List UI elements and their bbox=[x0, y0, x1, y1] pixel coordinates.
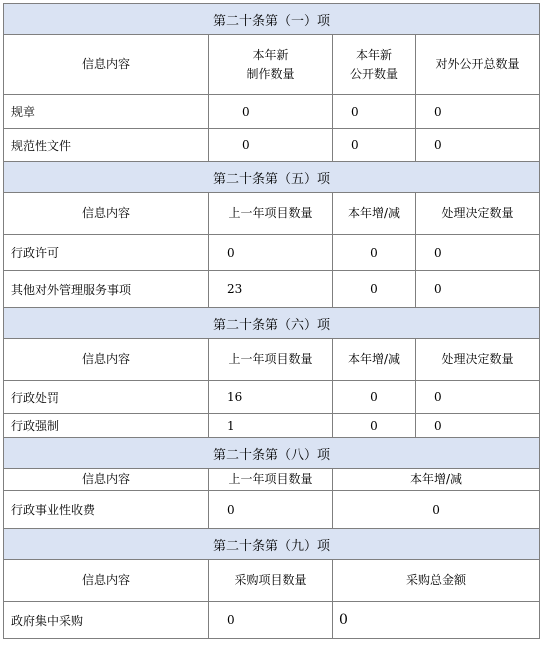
cell-value: 0 bbox=[416, 414, 540, 438]
cell-value: 0 bbox=[416, 95, 540, 129]
row-label: 政府集中采购 bbox=[4, 602, 209, 639]
cell-value: 0 bbox=[333, 414, 416, 438]
header-new-created bbox=[209, 35, 333, 95]
cell-value: 23 bbox=[209, 271, 333, 308]
section-title: 第二十条第（九）项 bbox=[4, 529, 540, 560]
row-label: 规章 bbox=[4, 95, 209, 129]
row-label: 行政事业性收费 bbox=[4, 491, 209, 529]
cell-value: 0 bbox=[209, 95, 333, 129]
cell-value: 0 bbox=[333, 235, 416, 271]
cell-value: 0 bbox=[333, 381, 416, 414]
row-label: 其他对外管理服务事项 bbox=[4, 271, 209, 308]
header-info-content: 信息内容 bbox=[4, 560, 209, 602]
cell-value: 0 bbox=[209, 602, 333, 639]
header-info-content: 信息内容 bbox=[4, 469, 209, 491]
header-new-published bbox=[333, 35, 416, 95]
cell-value: 0 bbox=[416, 381, 540, 414]
section-title: 第二十条第（五）项 bbox=[4, 162, 540, 193]
section-title: 第二十条第（六）项 bbox=[4, 308, 540, 339]
header-decision-count: 处理决定数量 bbox=[416, 339, 540, 381]
disclosure-table bbox=[3, 3, 540, 639]
row-label: 行政强制 bbox=[4, 414, 209, 438]
header-procurement-count: 采购项目数量 bbox=[209, 560, 333, 602]
header-info-content: 信息内容 bbox=[4, 35, 209, 95]
header-year-change: 本年增/减 bbox=[333, 469, 540, 491]
cell-value: 0 bbox=[333, 491, 540, 529]
header-info-content: 信息内容 bbox=[4, 193, 209, 235]
header-prev-year-count: 上一年项目数量 bbox=[209, 193, 333, 235]
cell-value: 0 bbox=[416, 129, 540, 162]
header-total-published: 对外公开总数量 bbox=[416, 35, 540, 95]
section-title: 第二十条第（一）项 bbox=[4, 4, 540, 35]
cell-value: 0 bbox=[209, 491, 333, 529]
cell-value: 0 bbox=[333, 95, 416, 129]
cell-value: 0 bbox=[209, 235, 333, 271]
header-year-change: 本年增/减 bbox=[333, 339, 416, 381]
header-prev-year-count: 上一年项目数量 bbox=[209, 339, 333, 381]
cell-value: 0 bbox=[416, 271, 540, 308]
header-line: 本年新 公开数量 bbox=[349, 47, 398, 81]
cell-value: 0 bbox=[333, 602, 540, 639]
cell-value: 16 bbox=[209, 381, 333, 414]
row-label: 规范性文件 bbox=[4, 129, 209, 162]
cell-value: 0 bbox=[209, 129, 333, 162]
header-prev-year-count: 上一年项目数量 bbox=[209, 469, 333, 491]
row-label: 行政许可 bbox=[4, 235, 209, 271]
section-title: 第二十条第（八）项 bbox=[4, 438, 540, 469]
header-info-content: 信息内容 bbox=[4, 339, 209, 381]
header-decision-count: 处理决定数量 bbox=[416, 193, 540, 235]
cell-value: 0 bbox=[416, 235, 540, 271]
header-procurement-amount: 采购总金额 bbox=[333, 560, 540, 602]
row-label: 行政处罚 bbox=[4, 381, 209, 414]
cell-value: 0 bbox=[333, 129, 416, 162]
header-line: 本年新 制作数量 bbox=[246, 47, 295, 81]
cell-value: 1 bbox=[209, 414, 333, 438]
header-year-change: 本年增/减 bbox=[333, 193, 416, 235]
cell-value: 0 bbox=[333, 271, 416, 308]
